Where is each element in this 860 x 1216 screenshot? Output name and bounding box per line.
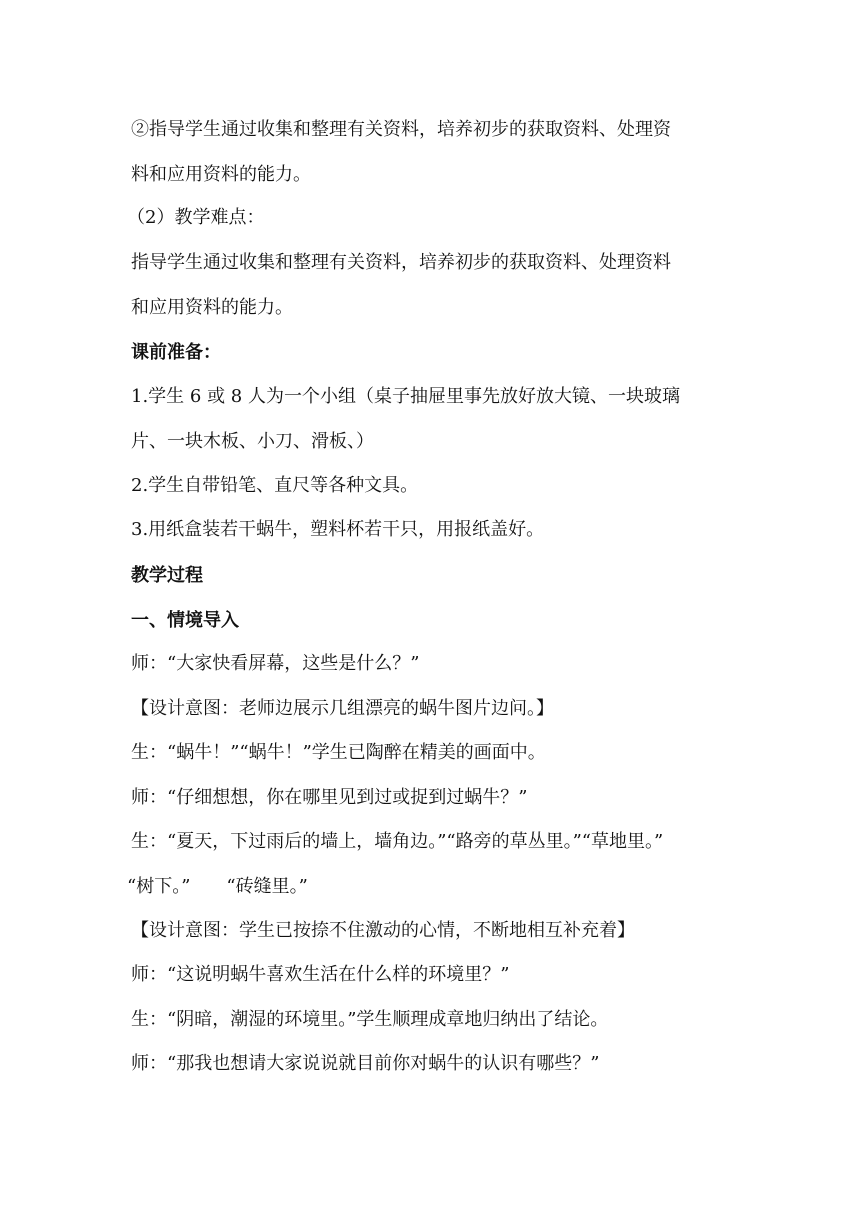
- dialogue-line: 师：“大家快看屏幕，这些是什么？”: [131, 653, 420, 674]
- paragraph-line: 和应用资料的能力。: [131, 297, 293, 318]
- dialogue-line: 生：“夏天，下过雨后的墙上，墙角边。”“路旁的草丛里。”“草地里。”: [131, 831, 664, 852]
- paragraph-line: ②指导学生通过收集和整理有关资料，培养初步的获取资料、处理资: [131, 119, 671, 140]
- dialogue-line: 生：“蜗牛！”“蜗牛！”学生已陶醉在精美的画面中。: [131, 742, 546, 763]
- design-note: 【设计意图：学生已按捺不住激动的心情，不断地相互补充着】: [131, 920, 635, 941]
- dialogue-line: 师：“那我也想请大家说说就目前你对蜗牛的认识有哪些？”: [131, 1053, 600, 1074]
- section-heading: 课前准备：: [131, 342, 221, 363]
- dialogue-line: 生：“阴暗，潮湿的环境里。”学生顺理成章地归纳出了结论。: [131, 1009, 609, 1030]
- section-heading: 教学过程: [131, 565, 203, 586]
- dialogue-line: 师：“这说明蜗牛喜欢生活在什么样的环境里？”: [131, 964, 510, 985]
- paragraph-line: 3.用纸盒装若干蜗牛，塑料杯若干只，用报纸盖好。: [131, 519, 545, 540]
- paragraph-line: 料和应用资料的能力。: [131, 164, 311, 185]
- paragraph-line: 指导学生通过收集和整理有关资料，培养初步的获取资料、处理资料: [131, 252, 671, 273]
- paragraph-line: 片、一块木板、小刀、滑板、）: [131, 431, 374, 452]
- section-heading: 一、情境导入: [131, 610, 239, 631]
- paragraph-line: 2.学生自带铅笔、直尺等各种文具。: [131, 475, 419, 496]
- paragraph-line: 1.学生 6 或 8 人为一个小组（桌子抽屉里事先放好放大镜、一块玻璃: [131, 386, 680, 407]
- design-note: 【设计意图：老师边展示几组漂亮的蜗牛图片边问。】: [131, 698, 554, 719]
- dialogue-line: “树下。” “砖缝里。”: [127, 876, 308, 897]
- dialogue-line: 师：“仔细想想，你在哪里见到过或捉到过蜗牛？”: [131, 787, 528, 808]
- section-subheading: （2）教学难点：: [127, 207, 265, 228]
